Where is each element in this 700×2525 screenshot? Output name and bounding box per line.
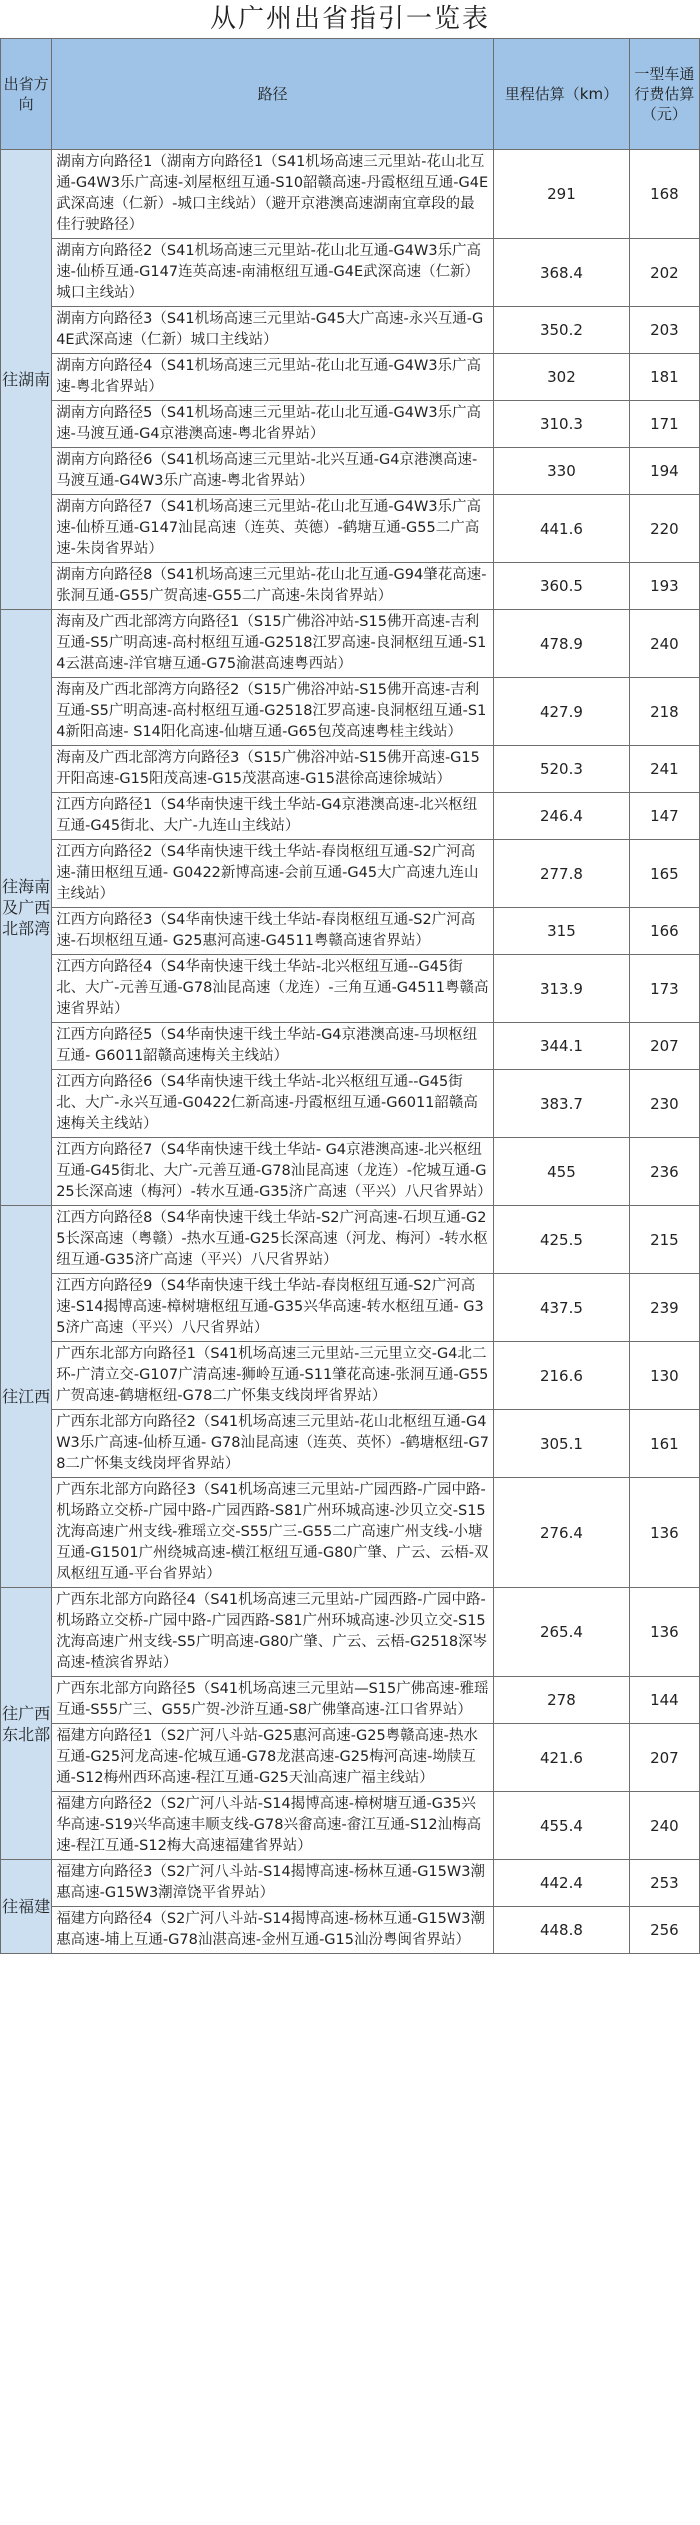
route-cell: 海南及广西北部湾方向路径1（S15广佛浴冲站-S15佛开高速-吉利互通-S5广明高速-高村枢纽互通-G2518江罗高速-良洞枢纽互通-S14云湛高速-洋官塘互通-G75渝湛高速粤西站）: [52, 610, 494, 678]
route-cell: 江西方向路径5（S4华南快速干线土华站-G4京港澳高速-马坝枢纽互通- G6011韶赣高速梅关主线站）: [52, 1023, 494, 1070]
toll-cell: 207: [629, 1023, 699, 1070]
toll-cell: 203: [629, 307, 699, 354]
route-cell: 海南及广西北部湾方向路径2（S15广佛浴冲站-S15佛开高速-吉利互通-S5广明高速-高村枢纽互通-G2518江罗高速-良洞枢纽互通-S14新阳高速- S14阳化高速-仙塘互通-G65包茂高速粤桂主线站）: [52, 678, 494, 746]
table-row: [1, 307, 700, 354]
toll-cell: 194: [629, 448, 699, 495]
mileage-cell: 455: [494, 1138, 630, 1206]
table-row: [1, 563, 700, 610]
mileage-cell: 442.4: [494, 1860, 630, 1907]
route-cell: 福建方向路径3（S2广河八斗站-S14揭博高速-杨林互通-G15W3潮惠高速-G15W3潮漳饶平省界站）: [52, 1860, 494, 1907]
toll-cell: 220: [629, 495, 699, 563]
toll-cell: 236: [629, 1138, 699, 1206]
route-cell: 湖南方向路径6（S41机场高速三元里站-北兴互通-G4京港澳高速-马渡互通-G4W3乐广高速-粤北省界站）: [52, 448, 494, 495]
mileage-cell: 313.9: [494, 955, 630, 1023]
table-row: [1, 354, 700, 401]
toll-cell: 218: [629, 678, 699, 746]
table-row: [1, 1792, 700, 1860]
route-cell: 湖南方向路径1（湖南方向路径1（S41机场高速三元里站-花山北互通-G4W3乐广高速-刘屋枢纽互通-S10韶赣高速-丹霞枢纽互通-G4E武深高速（仁新）-城口主线站）（避开京港澳高速湖南宜章段的最佳行驶路径）: [52, 150, 494, 239]
route-cell: 湖南方向路径4（S41机场高速三元里站-花山北互通-G4W3乐广高速-粤北省界站）: [52, 354, 494, 401]
toll-cell: 230: [629, 1070, 699, 1138]
route-cell: 福建方向路径1（S2广河八斗站-G25惠河高速-G25粤赣高速-热水互通-G25河龙高速-佗城互通-G78龙湛高速-G25梅河高速-坳牍互通-S12梅州西环高速-程江互通-G25天汕高速广福主线站）: [52, 1724, 494, 1792]
route-cell: 江西方向路径4（S4华南快速干线土华站-北兴枢纽互通--G45街北、大广-元善互通-G78汕昆高速（龙连）-三角互通-G4511粤赣高速省界站）: [52, 955, 494, 1023]
direction-cell: 往海南及广西北部湾: [1, 610, 52, 1206]
toll-cell: 130: [629, 1342, 699, 1410]
mileage-cell: 216.6: [494, 1342, 630, 1410]
table-row: [1, 746, 700, 793]
mileage-cell: 315: [494, 908, 630, 955]
header-route: 路径: [52, 39, 494, 150]
table-row: [1, 1274, 700, 1342]
mileage-cell: 425.5: [494, 1206, 630, 1274]
mileage-cell: 246.4: [494, 793, 630, 840]
mileage-cell: 437.5: [494, 1274, 630, 1342]
mileage-cell: 305.1: [494, 1410, 630, 1478]
mileage-cell: 383.7: [494, 1070, 630, 1138]
mileage-cell: 350.2: [494, 307, 630, 354]
table-row: [1, 1342, 700, 1410]
table-row: [1, 793, 700, 840]
mileage-cell: 265.4: [494, 1588, 630, 1677]
table-row: [1, 1588, 700, 1677]
table-row: [1, 955, 700, 1023]
table-row: [1, 1023, 700, 1070]
route-cell: 江西方向路径6（S4华南快速干线土华站-北兴枢纽互通--G45街北、大广-永兴互通-G0422仁新高速-丹霞枢纽互通-G6011韶赣高速梅关主线站）: [52, 1070, 494, 1138]
table-row: [1, 610, 700, 678]
route-cell: 广西东北部方向路径3（S41机场高速三元里站-广园西路-广园中路-机场路立交桥-广园中路-广园西路-S81广州环城高速-沙贝立交-S15沈海高速广州支线-雅瑶立交-S55广三-G55二广高速广州支线-小塘互通-G1501广州绕城高速-横江枢纽互通-G80广肇、广云、云梧-双凤枢纽互通-平台省界站）: [52, 1478, 494, 1588]
toll-cell: 202: [629, 239, 699, 307]
toll-cell: 240: [629, 610, 699, 678]
route-cell: 福建方向路径2（S2广河八斗站-S14揭博高速-樟树塘互通-G35兴华高速-S19兴华高速丰顺支线-G78兴畲高速-畲江互通-S12汕梅高速-程江互通-S12梅大高速福建省界站）: [52, 1792, 494, 1860]
table-body: [1, 150, 700, 1954]
route-cell: 江西方向路径8（S4华南快速干线土华站-S2广河高速-石坝互通-G25长深高速（粤赣）-热水互通-G25长深高速（河龙、梅河）-转水枢纽互通-G35济广高速（平兴）八尺省界站）: [52, 1206, 494, 1274]
table-row: [1, 1724, 700, 1792]
table-row: [1, 1070, 700, 1138]
mileage-cell: 455.4: [494, 1792, 630, 1860]
route-cell: 湖南方向路径3（S41机场高速三元里站-G45大广高速-永兴互通-G4E武深高速（仁新）城口主线站）: [52, 307, 494, 354]
route-cell: 湖南方向路径5（S41机场高速三元里站-花山北互通-G4W3乐广高速-马渡互通-G4京港澳高速-粤北省界站）: [52, 401, 494, 448]
route-cell: 湖南方向路径2（S41机场高速三元里站-花山北互通-G4W3乐广高速-仙桥互通-G147连英高速-南浦枢纽互通-G4E武深高速（仁新）城口主线站）: [52, 239, 494, 307]
mileage-cell: 344.1: [494, 1023, 630, 1070]
toll-cell: 207: [629, 1724, 699, 1792]
toll-cell: 173: [629, 955, 699, 1023]
table-title: 从广州出省指引一览表: [209, 4, 490, 34]
mileage-cell: 276.4: [494, 1478, 630, 1588]
table-row: [1, 1478, 700, 1588]
toll-cell: 136: [629, 1588, 699, 1677]
route-cell: 湖南方向路径7（S41机场高速三元里站-花山北互通-G4W3乐广高速-仙桥互通-G147汕昆高速（连英、英德）-鹤塘互通-G55二广高速-朱岗省界站）: [52, 495, 494, 563]
mileage-cell: 520.3: [494, 746, 630, 793]
toll-cell: 168: [629, 150, 699, 239]
mileage-cell: 277.8: [494, 840, 630, 908]
mileage-cell: 441.6: [494, 495, 630, 563]
toll-cell: 161: [629, 1410, 699, 1478]
table-row: [1, 1907, 700, 1954]
mileage-cell: 302: [494, 354, 630, 401]
table-row: [1, 150, 700, 239]
route-cell: 广西东北部方向路径4（S41机场高速三元里站-广园西路-广园中路-机场路立交桥-广园中路-广园西路-S81广州环城高速-沙贝立交-S15沈海高速广州支线-S5广明高速-G80广肇、广云、云梧-G2518深岑高速-楂滨省界站）: [52, 1588, 494, 1677]
route-cell: 广西东北部方向路径5（S41机场高速三元里站—S15广佛高速-雅瑶互通-S55广三、G55广贺-沙浒互通-S8广佛肇高速-江口省界站）: [52, 1677, 494, 1724]
toll-cell: 136: [629, 1478, 699, 1588]
route-cell: 广西东北部方向路径2（S41机场高速三元里站-花山北枢纽互通-G4W3乐广高速-仙桥互通- G78汕昆高速（连英、英怀）-鹤塘枢纽-G78二广怀集支线岗坪省界站）: [52, 1410, 494, 1478]
table-row: [1, 401, 700, 448]
route-cell: 湖南方向路径8（S41机场高速三元里站-花山北互通-G94肇花高速-张洞互通-G55广贺高速-G55二广高速-朱岗省界站）: [52, 563, 494, 610]
header-direction: 出省方向: [1, 39, 52, 150]
direction-cell: 往江西: [1, 1206, 52, 1588]
header-row: [1, 39, 700, 150]
mileage-cell: 360.5: [494, 563, 630, 610]
route-cell: 江西方向路径2（S4华南快速干线土华站-春岗枢纽互通-S2广河高速-蒲田枢纽互通- G0422新博高速-会前互通-G45大广高速九连山主线站）: [52, 840, 494, 908]
mileage-cell: 421.6: [494, 1724, 630, 1792]
mileage-cell: 427.9: [494, 678, 630, 746]
table-row: [1, 1860, 700, 1907]
toll-cell: 239: [629, 1274, 699, 1342]
route-cell: 江西方向路径3（S4华南快速干线土华站-春岗枢纽互通-S2广河高速-石坝枢纽互通- G25惠河高速-G4511粤赣高速省界站）: [52, 908, 494, 955]
mileage-cell: 330: [494, 448, 630, 495]
mileage-cell: 291: [494, 150, 630, 239]
direction-cell: 往湖南: [1, 150, 52, 610]
route-cell: 福建方向路径4（S2广河八斗站-S14揭博高速-杨林互通-G15W3潮惠高速-埔上互通-G78汕湛高速-金州互通-G15汕汾粤闽省界站）: [52, 1907, 494, 1954]
table-row: [1, 239, 700, 307]
toll-cell: 241: [629, 746, 699, 793]
table-row: [1, 908, 700, 955]
table-row: [1, 1677, 700, 1724]
toll-cell: 181: [629, 354, 699, 401]
table-row: [1, 495, 700, 563]
route-cell: 广西东北部方向路径1（S41机场高速三元里站-三元里立交-G4北二环-广清立交-G107广清高速-狮岭互通-S11肇花高速-张洞互通-G55广贺高速-鹤塘枢纽-G78二广怀集支线岗坪省界站）: [52, 1342, 494, 1410]
direction-cell: 往福建: [1, 1860, 52, 1954]
toll-cell: 256: [629, 1907, 699, 1954]
route-cell: 江西方向路径7（S4华南快速干线土华站- G4京港澳高速-北兴枢纽互通-G45街北、大广-元善互通-G78汕昆高速（龙连）-佗城互通-G25长深高速（梅河）-转水互通-G35济广高速（平兴）八尺省界站）: [52, 1138, 494, 1206]
route-cell: 江西方向路径1（S4华南快速干线土华站-G4京港澳高速-北兴枢纽互通-G45街北、大广-九连山主线站）: [52, 793, 494, 840]
table-row: [1, 678, 700, 746]
mileage-cell: 448.8: [494, 1907, 630, 1954]
table-row: [1, 1410, 700, 1478]
route-cell: 江西方向路径9（S4华南快速干线土华站-春岗枢纽互通-S2广河高速-S14揭博高速-樟树塘枢纽互通-G35兴华高速-转水枢纽互通- G35济广高速（平兴）八尺省界站）: [52, 1274, 494, 1342]
mileage-cell: 368.4: [494, 239, 630, 307]
toll-cell: 171: [629, 401, 699, 448]
toll-cell: 165: [629, 840, 699, 908]
table-row: [1, 448, 700, 495]
mileage-cell: 310.3: [494, 401, 630, 448]
direction-cell: 往广西东北部: [1, 1588, 52, 1860]
table-row: [1, 1206, 700, 1274]
header-mileage: 里程估算（km）: [494, 39, 630, 150]
toll-cell: 193: [629, 563, 699, 610]
toll-cell: 240: [629, 1792, 699, 1860]
route-guide-table: [0, 38, 700, 1954]
toll-cell: 147: [629, 793, 699, 840]
mileage-cell: 478.9: [494, 610, 630, 678]
route-cell: 海南及广西北部湾方向路径3（S15广佛浴冲站-S15佛开高速-G15开阳高速-G15阳茂高速-G15茂湛高速-G15湛徐高速徐城站）: [52, 746, 494, 793]
toll-cell: 166: [629, 908, 699, 955]
table-row: [1, 1138, 700, 1206]
mileage-cell: 278: [494, 1677, 630, 1724]
table-row: [1, 840, 700, 908]
toll-cell: 215: [629, 1206, 699, 1274]
header-toll: 一型车通行费估算（元）: [629, 39, 699, 150]
toll-cell: 253: [629, 1860, 699, 1907]
toll-cell: 144: [629, 1677, 699, 1724]
